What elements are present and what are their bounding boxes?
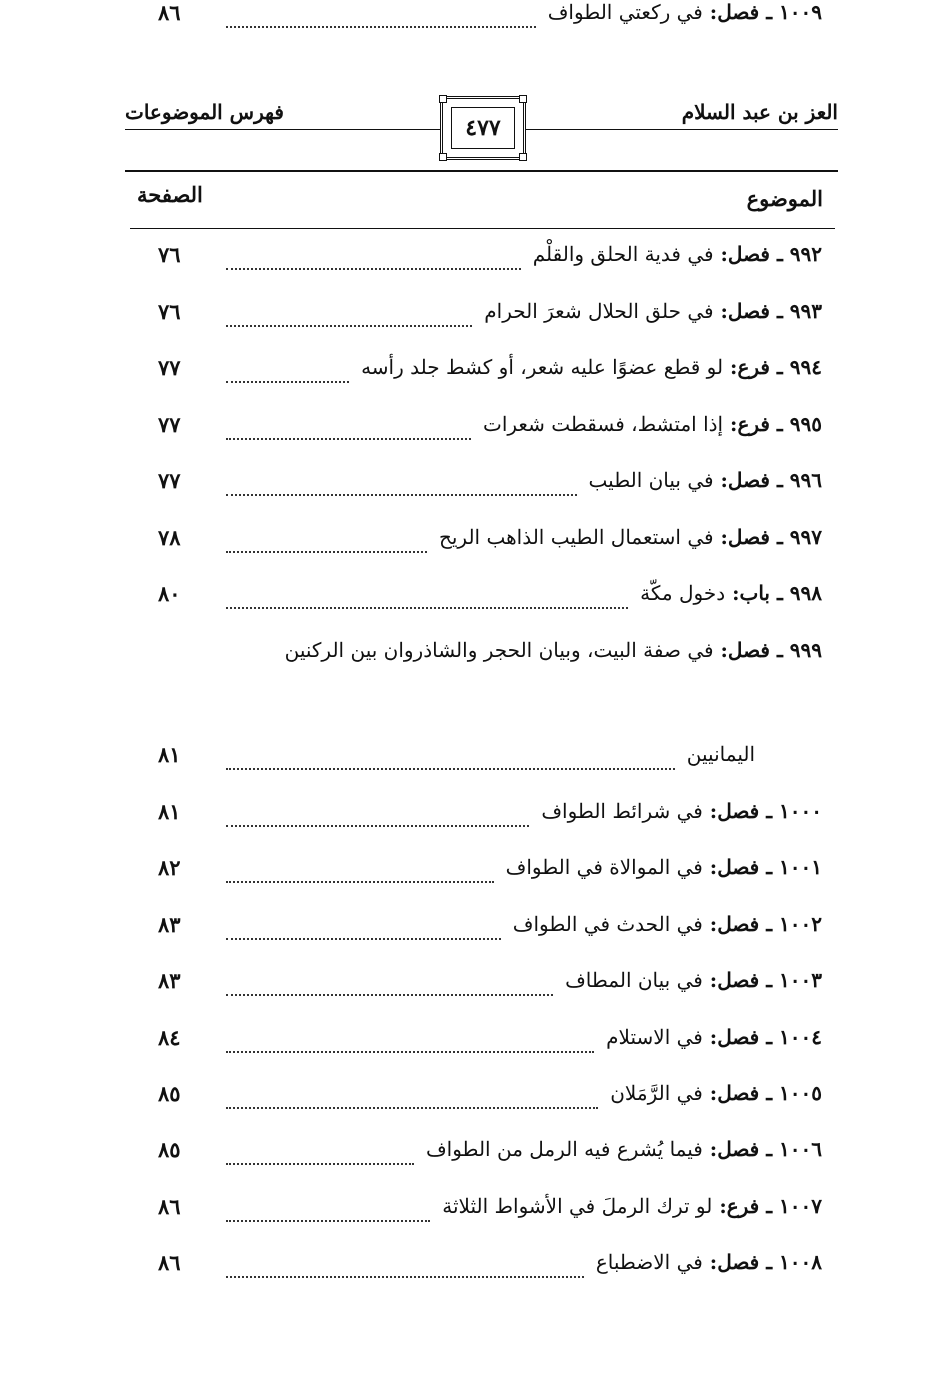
toc-entry-page: ٧٧ <box>158 355 181 380</box>
leader-dots <box>226 482 577 496</box>
toc-entry-label: ١٠٠٢ ـ فصل: <box>702 912 822 936</box>
leader-dots <box>226 1264 584 1278</box>
header-rule-thick <box>125 170 838 172</box>
leader-dots <box>226 1151 414 1165</box>
leader-dots <box>226 14 536 28</box>
toc-entry-page: ٨٢ <box>158 855 181 880</box>
leader-dots <box>226 369 349 383</box>
leader-dots <box>226 813 529 827</box>
toc-entry-title <box>513 912 822 936</box>
leader-dots <box>226 256 521 270</box>
toc-entry-label: ٩٩٢ ـ فصل: <box>713 242 822 266</box>
toc-entry <box>140 468 830 508</box>
toc-entry-page: ٨١ <box>158 799 181 824</box>
toc-entry-label: ١٠٠٨ ـ فصل: <box>702 1250 822 1274</box>
toc-entry-text: فيما يُشرع فيه الرمل من الطواف <box>425 1137 703 1161</box>
frame-corner-ornament <box>439 95 447 103</box>
leader-dots <box>226 1039 594 1053</box>
toc-entry-continuation-text: اليمانيين <box>686 742 755 766</box>
toc-entry <box>140 799 830 839</box>
running-title-author: العز بن عبد السلام <box>681 100 838 124</box>
toc-entry-page: ٧٨ <box>158 525 181 550</box>
frame-corner-ornament <box>439 153 447 161</box>
toc-entry-label: ٩٩٩ ـ فصل: <box>713 638 822 662</box>
toc-entry-title <box>596 1250 822 1274</box>
toc-entry-text: في استعمال الطيب الذاهب الريح <box>438 525 714 549</box>
toc-entry-label: ٩٩٣ ـ فصل: <box>713 299 822 323</box>
leader-dots <box>226 539 427 553</box>
toc-entry-text: دخول مكّة <box>640 581 726 605</box>
toc-entry-page: ٨٦ <box>158 1194 181 1219</box>
toc-entry-label: ٩٩٤ ـ فرع: <box>723 355 822 379</box>
toc-entry-page: ٧٦ <box>158 242 181 267</box>
leader-dots <box>226 926 501 940</box>
toc-entry-title <box>426 1137 822 1161</box>
toc-entry-title <box>610 1081 822 1105</box>
toc-entry-page: ٨١ <box>158 742 181 767</box>
page-number-frame <box>440 96 526 160</box>
toc-entry-title <box>533 242 822 266</box>
toc-entry-text: في الاستلام <box>606 1025 703 1049</box>
column-heading-rule <box>130 228 835 229</box>
frame-corner-ornament <box>519 153 527 161</box>
toc-entry-title <box>640 581 822 605</box>
toc-entry <box>140 1025 830 1065</box>
toc-entry-title <box>484 299 822 323</box>
column-heading-topic: الموضوع <box>746 186 823 211</box>
toc-entry-label: ١٠٠٠ ـ فصل: <box>702 799 822 823</box>
page-number: ٤٧٧ <box>451 107 515 149</box>
toc-entry-title <box>442 1194 822 1218</box>
toc-entry-title <box>439 525 822 549</box>
toc-entry-title <box>606 1025 822 1049</box>
toc-entry <box>140 242 830 282</box>
toc-entry-label: ٩٩٧ ـ فصل: <box>713 525 822 549</box>
toc-entry-label: ١٠٠٩ ـ فصل: <box>702 0 822 24</box>
toc-entry-page: ٨٣ <box>158 912 181 937</box>
leader-dots <box>226 313 472 327</box>
toc-entry-title <box>565 968 822 992</box>
toc-entry-title <box>541 799 822 823</box>
toc-entry-page: ٨٥ <box>158 1081 181 1106</box>
toc-entry-page: ٨٦ <box>158 0 181 25</box>
toc-entry-page: ٨٠ <box>158 581 181 606</box>
toc-entry-title <box>361 355 822 379</box>
toc-entry-page: ٨٣ <box>158 968 181 993</box>
toc-entry-label: ١٠٠٥ ـ فصل: <box>702 1081 822 1105</box>
page-header <box>125 96 838 166</box>
toc-entry-page: ٨٦ <box>158 1250 181 1275</box>
toc-entry-page: ٧٦ <box>158 299 181 324</box>
toc-entry-text: في صفة البيت، وبيان الحجر والشاذروان بين الركنين <box>284 638 714 662</box>
toc-entry <box>140 412 830 452</box>
toc-entry <box>140 525 830 565</box>
frame-corner-ornament <box>519 95 527 103</box>
toc-entry-label: ١٠٠٣ ـ فصل: <box>702 968 822 992</box>
toc-entry-text: في الحدث في الطواف <box>512 912 703 936</box>
leader-dots <box>226 1208 430 1222</box>
toc-entry-label: ١٠٠٦ ـ فصل: <box>702 1137 822 1161</box>
toc-entry-label: ١٠٠٧ ـ فرع: <box>712 1194 822 1218</box>
toc-entry <box>140 638 830 678</box>
toc-entry-label: ١٠٠١ ـ فصل: <box>702 855 822 879</box>
toc-entry-title <box>589 468 822 492</box>
toc-entry-text: لو قطع عضوًا عليه شعر، أو كشط جلد رأسه <box>361 355 724 379</box>
toc-entry-text: في الرَّمَلان <box>610 1081 703 1105</box>
toc-entry-page: ٧٧ <box>158 468 181 493</box>
leader-dots <box>226 426 471 440</box>
toc-entry-text: إذا امتشط، فسقطت شعرات <box>483 412 724 436</box>
toc-entry-title <box>483 412 822 436</box>
toc-entry-text: لو ترك الرملَ في الأشواط الثلاثة <box>442 1194 713 1218</box>
toc-entry <box>140 1250 830 1290</box>
toc-entry <box>140 968 830 1008</box>
toc-entry <box>140 299 830 339</box>
toc-entry-text: في بيان المطاف <box>565 968 703 992</box>
toc-entry-title <box>548 0 822 24</box>
toc-entry <box>140 855 830 895</box>
toc-entry-page: ٨٥ <box>158 1137 181 1162</box>
toc-entry <box>140 1137 830 1177</box>
toc-entry-page: ٨٤ <box>158 1025 181 1050</box>
toc-entry-title <box>506 855 822 879</box>
toc-entry <box>140 1081 830 1121</box>
leader-dots <box>226 982 553 996</box>
toc-entry <box>140 581 830 621</box>
running-title-section: فهرس الموضوعات <box>125 100 284 124</box>
toc-entry-text: في شرائط الطواف <box>541 799 703 823</box>
toc-entry-label: ٩٩٥ ـ فرع: <box>723 412 822 436</box>
toc-entry-text: في حلق الحلال شعرَ الحرام <box>484 299 714 323</box>
leader-dots <box>226 1095 598 1109</box>
toc-entry-text: في الموالاة في الطواف <box>505 855 703 879</box>
toc-entry-page: ٧٧ <box>158 412 181 437</box>
toc-entry-text: في فدية الحلق والقلْم <box>532 242 714 266</box>
toc-entry-text: في ركعتي الطواف <box>547 0 703 24</box>
leader-dots <box>226 595 628 609</box>
toc-entry-title <box>285 638 822 662</box>
leader-dots <box>226 869 494 883</box>
toc-entry <box>140 355 830 395</box>
leader-dots <box>226 756 675 770</box>
toc-entry <box>140 0 830 40</box>
toc-entry-text: في بيان الطيب <box>588 468 714 492</box>
column-heading-page: الصفحة <box>137 182 203 207</box>
toc-entry-label: ٩٩٦ ـ فصل: <box>713 468 822 492</box>
toc-entry <box>140 912 830 952</box>
toc-entry-label: ٩٩٨ ـ باب: <box>725 581 822 605</box>
toc-entry <box>140 1194 830 1234</box>
toc-entry-continuation <box>140 742 830 782</box>
toc-entry-text: في الاضطباع <box>595 1250 703 1274</box>
toc-entry-label: ١٠٠٤ ـ فصل: <box>702 1025 822 1049</box>
